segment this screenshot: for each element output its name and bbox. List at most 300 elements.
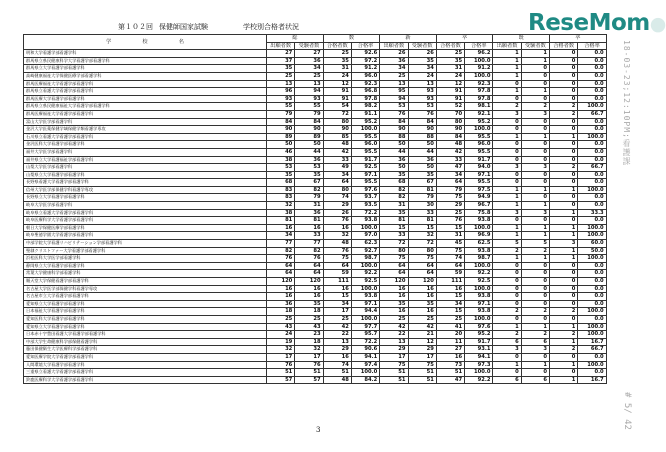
cell-value: 51 [380,369,408,377]
table-row [24,376,607,384]
cell-value: 34 [408,65,436,73]
school-name: 常葉大学健康科学部看護学科 [24,270,267,278]
cell-value: 2 [493,308,521,316]
cell-value: 47 [436,164,464,172]
column-header: 出願者数 [380,42,408,50]
school-name: 群馬県立県民健康福祉大学看護学部看護学科 [24,103,267,111]
cell-value: 1 [521,232,549,240]
cell-value: 0 [521,126,549,134]
table-row [24,346,607,354]
cell-value: 79 [267,110,295,118]
cell-value: 50 [295,141,323,149]
cell-value: 96.0 [351,72,379,80]
cell-value: 97.3 [465,361,493,369]
cell-value: 100.0 [578,103,606,111]
cell-value: 0.0 [578,88,606,96]
cell-value: 66.7 [578,164,606,172]
cell-value: 1 [550,186,578,194]
cell-value: 0 [550,262,578,270]
cell-value: 68 [267,179,295,187]
cell-value: 96 [267,88,295,96]
cell-value: 57 [295,376,323,384]
cell-value: 46 [267,148,295,156]
cell-value: 100.0 [578,186,606,194]
cell-value: 95.5 [465,179,493,187]
cell-value: 0.0 [578,57,606,65]
cell-value: 16 [408,308,436,316]
cell-value: 1 [493,224,521,232]
cell-value: 0.0 [578,202,606,210]
cell-value: 0 [521,148,549,156]
cell-value: 54 [323,103,351,111]
cell-value: 2 [550,164,578,172]
cell-value: 16 [323,353,351,361]
school-name: 群馬医療福祉大学看護学部看護学科 [24,80,267,88]
cell-value: 1 [493,361,521,369]
cell-value: 64 [436,262,464,270]
table-row [24,95,607,103]
cell-value: 82 [267,247,295,255]
column-header: 合格率 [465,42,493,50]
cell-value: 51 [408,369,436,377]
column-header: 受験者数 [408,42,436,50]
cell-value: 0.0 [578,217,606,225]
cell-value: 97.0 [351,232,379,240]
cell-value: 17 [295,353,323,361]
cell-value: 0 [521,156,549,164]
cell-value: 94.1 [465,353,493,361]
cell-value: 25 [295,72,323,80]
cell-value: 77 [295,240,323,248]
school-name: 群馬医療大学看護学部看護学科 [24,95,267,103]
cell-value: 95.7 [351,331,379,339]
cell-value: 100.0 [351,285,379,293]
cell-value: 72.2 [351,338,379,346]
cell-value: 25 [436,50,464,58]
cell-value: 0 [550,179,578,187]
cell-value: 51 [380,376,408,384]
cell-value: 72 [323,110,351,118]
cell-value: 93.7 [351,194,379,202]
cell-value: 16 [380,285,408,293]
cell-value: 81 [380,217,408,225]
cell-value: 29 [380,346,408,354]
cell-value: 15 [436,293,464,301]
cell-value: 51 [408,376,436,384]
cell-value: 2 [521,247,549,255]
cell-value: 94.4 [351,308,379,316]
cell-value: 1 [521,186,549,194]
cell-value: 0 [550,72,578,80]
cell-value: 3 [521,164,549,172]
cell-value: 94.0 [465,164,493,172]
cell-value: 0 [493,300,521,308]
school-name: 岐阜県立看護大学看護学部看護学科 [24,209,267,217]
cell-value: 0.0 [578,80,606,88]
cell-value: 97.6 [465,323,493,331]
cell-value: 48 [436,141,464,149]
cell-value: 93 [408,88,436,96]
cell-value: 0 [521,179,549,187]
cell-value: 27 [295,50,323,58]
cell-value: 43 [295,323,323,331]
cell-value: 91.7 [351,156,379,164]
cell-value: 6 [521,376,549,384]
school-name: 日本赤十字豊田看護大学看護学部看護学科 [24,331,267,339]
cell-value: 23 [295,331,323,339]
table-row [24,247,607,255]
cell-value: 80 [408,247,436,255]
cell-value: 50.0 [578,247,606,255]
cell-value: 80 [380,247,408,255]
school-name: 石川県立看護大学看護学部看護学科 [24,133,267,141]
cell-value: 2 [550,331,578,339]
table-row [24,270,607,278]
cell-value: 98.1 [465,103,493,111]
cell-value: 6 [493,376,521,384]
cell-value: 96.9 [465,232,493,240]
cell-value: 3 [521,346,549,354]
cell-value: 0 [550,65,578,73]
cell-value: 82 [295,186,323,194]
cell-value: 80 [436,118,464,126]
table-row [24,240,607,248]
cell-value: 92.2 [465,270,493,278]
cell-value: 82 [295,247,323,255]
cell-value: 42 [323,323,351,331]
cell-value: 83 [267,194,295,202]
cell-value: 16.7 [578,338,606,346]
cell-value: 0.0 [578,95,606,103]
cell-value: 32 [295,346,323,354]
cell-value: 0 [521,65,549,73]
cell-value: 24 [267,331,295,339]
column-header: 合格者数 [550,42,578,50]
cell-value: 0.0 [578,315,606,323]
cell-value: 25 [408,315,436,323]
cell-value: 120 [267,278,295,286]
cell-value: 41 [436,323,464,331]
cell-value: 16 [323,285,351,293]
cell-value: 1 [550,376,578,384]
table-row [24,262,607,270]
cell-value: 16 [408,293,436,301]
school-name: 名古屋大学医学部保健学科看護学専攻 [24,285,267,293]
cell-value: 100.0 [578,308,606,316]
cell-value: 16 [295,224,323,232]
cell-value: 96.8 [351,88,379,96]
cell-value: 0 [521,194,549,202]
cell-value: 0 [493,148,521,156]
cell-value: 59 [323,270,351,278]
cell-value: 38 [267,209,295,217]
table-row [24,278,607,286]
cell-value: 74 [323,194,351,202]
cell-value: 0 [550,141,578,149]
school-name: 浜松医科大学医学部看護学科 [24,255,267,263]
cell-value: 3 [550,240,578,248]
cell-value: 15 [436,308,464,316]
cell-value: 96.7 [465,202,493,210]
cell-value: 33 [408,209,436,217]
cell-value: 96.0 [465,141,493,149]
exam-number: 第１０２回 [118,23,153,31]
cell-value: 76 [295,255,323,263]
cell-value: 31 [436,65,464,73]
school-name: 高崎健康福祉大学保健医療学部看護学科 [24,72,267,80]
cell-value: 18 [295,338,323,346]
cell-value: 37 [267,57,295,65]
cell-value: 64 [408,270,436,278]
cell-value: 93.5 [351,202,379,210]
school-name: 岐阜大学医学部看護学科 [24,202,267,210]
cell-value: 44 [295,148,323,156]
cell-value: 97.1 [465,171,493,179]
column-header: 合格者数 [436,42,464,50]
cell-value: 0 [521,270,549,278]
cell-value: 0 [521,278,549,286]
cell-value: 12 [408,338,436,346]
cell-value: 2 [493,103,521,111]
cell-value: 97.8 [351,95,379,103]
cell-value: 16 [380,293,408,301]
cell-value: 100.0 [578,232,606,240]
school-name: 藤田保健衛生大学医療科学部看護学科 [24,346,267,354]
group-new-b: 卒 [436,35,493,43]
cell-value: 5 [493,240,521,248]
cell-value: 93 [295,95,323,103]
cell-value: 100.0 [465,57,493,65]
cell-value: 76 [408,110,436,118]
cell-value: 84 [436,133,464,141]
cell-value: 1 [521,224,549,232]
cell-value: 1 [521,255,549,263]
cell-value: 17 [323,308,351,316]
cell-value: 22 [323,331,351,339]
cell-value: 36 [295,209,323,217]
cell-value: 36 [408,156,436,164]
cell-value: 84 [380,118,408,126]
cell-value: 36 [295,57,323,65]
cell-value: 34 [267,232,295,240]
cell-value: 15 [323,293,351,301]
cell-value: 29 [323,346,351,354]
cell-value: 33 [323,156,351,164]
cell-value: 75 [436,194,464,202]
cell-value: 77 [267,240,295,248]
cell-value: 15 [436,224,464,232]
document-title: 学校別合格者状況 [243,23,299,31]
cell-value: 74 [323,361,351,369]
cell-value: 53 [295,164,323,172]
cell-value: 64 [267,262,295,270]
cell-value: 0 [550,148,578,156]
cell-value: 1 [521,88,549,96]
table-row [24,57,607,65]
exam-name: 保健師国家試験 [159,23,208,31]
cell-value: 76 [267,361,295,369]
cell-value: 34 [380,65,408,73]
cell-value: 84 [408,118,436,126]
cell-value: 6 [493,338,521,346]
cell-value: 31 [436,232,464,240]
cell-value: 100.0 [578,224,606,232]
cell-value: 64 [408,262,436,270]
table-row [24,88,607,96]
cell-value: 93.8 [351,293,379,301]
column-header: 合格率 [351,42,379,50]
cell-value: 27 [267,50,295,58]
school-name: 人間環境大学看護学部看護学科 [24,361,267,369]
cell-value: 0 [521,353,549,361]
cell-value: 92.2 [465,376,493,384]
school-name: 三重県立看護大学看護学部看護学科 [24,369,267,377]
cell-value: 26 [323,209,351,217]
cell-value: 0 [493,126,521,134]
cell-value: 0 [493,217,521,225]
cell-value: 2 [493,247,521,255]
cell-value: 88 [408,133,436,141]
cell-value: 42 [323,148,351,156]
cell-value: 92.2 [351,270,379,278]
cell-value: 0 [521,369,549,377]
cell-value: 33 [295,232,323,240]
cell-value: 97.1 [351,171,379,179]
cell-value: 0 [550,88,578,96]
school-name: 山梨大学医学部看護学科 [24,164,267,172]
column-header: 受験者数 [295,42,323,50]
cell-value: 92.5 [351,278,379,286]
cell-value: 75 [408,361,436,369]
school-name: 岐阜医療科学大学看護学部看護学科 [24,217,267,225]
cell-value: 93.8 [465,293,493,301]
school-name: 群馬県立県民健康科学大学看護学部看護学科 [24,57,267,65]
cell-value: 0.0 [578,278,606,286]
cell-value: 0.0 [578,171,606,179]
cell-value: 3 [521,209,549,217]
cell-value: 33 [436,156,464,164]
cell-value: 93.8 [465,217,493,225]
school-name: 日本福祉大学看護学部看護学科 [24,308,267,316]
cell-value: 55 [295,103,323,111]
cell-value: 57 [267,376,295,384]
cell-value: 13 [380,338,408,346]
cell-value: 100.0 [465,224,493,232]
cell-value: 81 [408,186,436,194]
cell-value: 89 [267,133,295,141]
cell-value: 75 [323,255,351,263]
cell-value: 25 [323,315,351,323]
cell-value: 0 [521,141,549,149]
cell-value: 35 [267,65,295,73]
results-table [23,34,607,384]
cell-value: 92.7 [351,247,379,255]
school-name: 中部大学生命健康科学部保健看護学科 [24,338,267,346]
cell-value: 0.0 [578,369,606,377]
cell-value: 97.7 [351,323,379,331]
cell-value: 1 [550,323,578,331]
cell-value: 97.4 [351,361,379,369]
cell-value: 32 [408,232,436,240]
cell-value: 35 [408,300,436,308]
cell-value: 29 [408,346,436,354]
table-row [24,224,607,232]
cell-value: 98.7 [351,255,379,263]
cell-value: 50 [380,141,408,149]
cell-value: 3 [493,346,521,354]
cell-value: 26 [380,50,408,58]
cell-value: 18 [295,308,323,316]
cell-value: 89 [295,133,323,141]
cell-value: 90 [408,126,436,134]
cell-value: 16 [408,285,436,293]
school-name: 群馬県立大学看護学部看護学科 [24,65,267,73]
cell-value: 0 [550,293,578,301]
cell-value: 0 [550,285,578,293]
cell-value: 0 [493,315,521,323]
group-prev-b: 卒 [550,35,607,43]
cell-value: 0.0 [578,353,606,361]
cell-value: 29 [323,202,351,210]
cell-value: 53 [408,103,436,111]
school-name: 信州大学医学部保健学科看護学専攻 [24,186,267,194]
cell-value: 3 [493,110,521,118]
cell-value: 33.3 [578,209,606,217]
cell-value: 0 [493,262,521,270]
cell-value: 1 [493,88,521,96]
cell-value: 1 [493,232,521,240]
table-row [24,126,607,134]
cell-value: 2 [550,346,578,354]
cell-value: 72 [380,240,408,248]
cell-value: 12 [436,80,464,88]
cell-value: 31 [295,202,323,210]
cell-value: 16 [295,285,323,293]
cell-value: 0 [550,57,578,65]
cell-value: 0 [521,285,549,293]
cell-value: 81 [295,217,323,225]
cell-value: 51 [267,369,295,377]
cell-value: 25 [436,315,464,323]
table-row [24,118,607,126]
cell-value: 18 [267,308,295,316]
cell-value: 0 [521,293,549,301]
cell-value: 68 [380,179,408,187]
cell-value: 0 [521,300,549,308]
cell-value: 79 [295,194,323,202]
cell-value: 44 [380,148,408,156]
table-row [24,65,607,73]
cell-value: 35 [323,57,351,65]
cell-value: 35 [295,171,323,179]
cell-value: 13 [380,80,408,88]
table-row [24,103,607,111]
cell-value: 100.0 [578,255,606,263]
cell-value: 42 [436,148,464,156]
cell-value: 34 [323,300,351,308]
cell-value: 93 [408,95,436,103]
group-prev-a: 既 [493,35,550,43]
cell-value: 98.2 [351,103,379,111]
cell-value: 91.7 [465,338,493,346]
cell-value: 100.0 [578,331,606,339]
table-row [24,133,607,141]
cell-value: 93 [267,95,295,103]
cell-value: 15 [380,224,408,232]
school-name: 福井大学医学部看護学科 [24,148,267,156]
table-row [24,156,607,164]
cell-value: 16 [436,285,464,293]
